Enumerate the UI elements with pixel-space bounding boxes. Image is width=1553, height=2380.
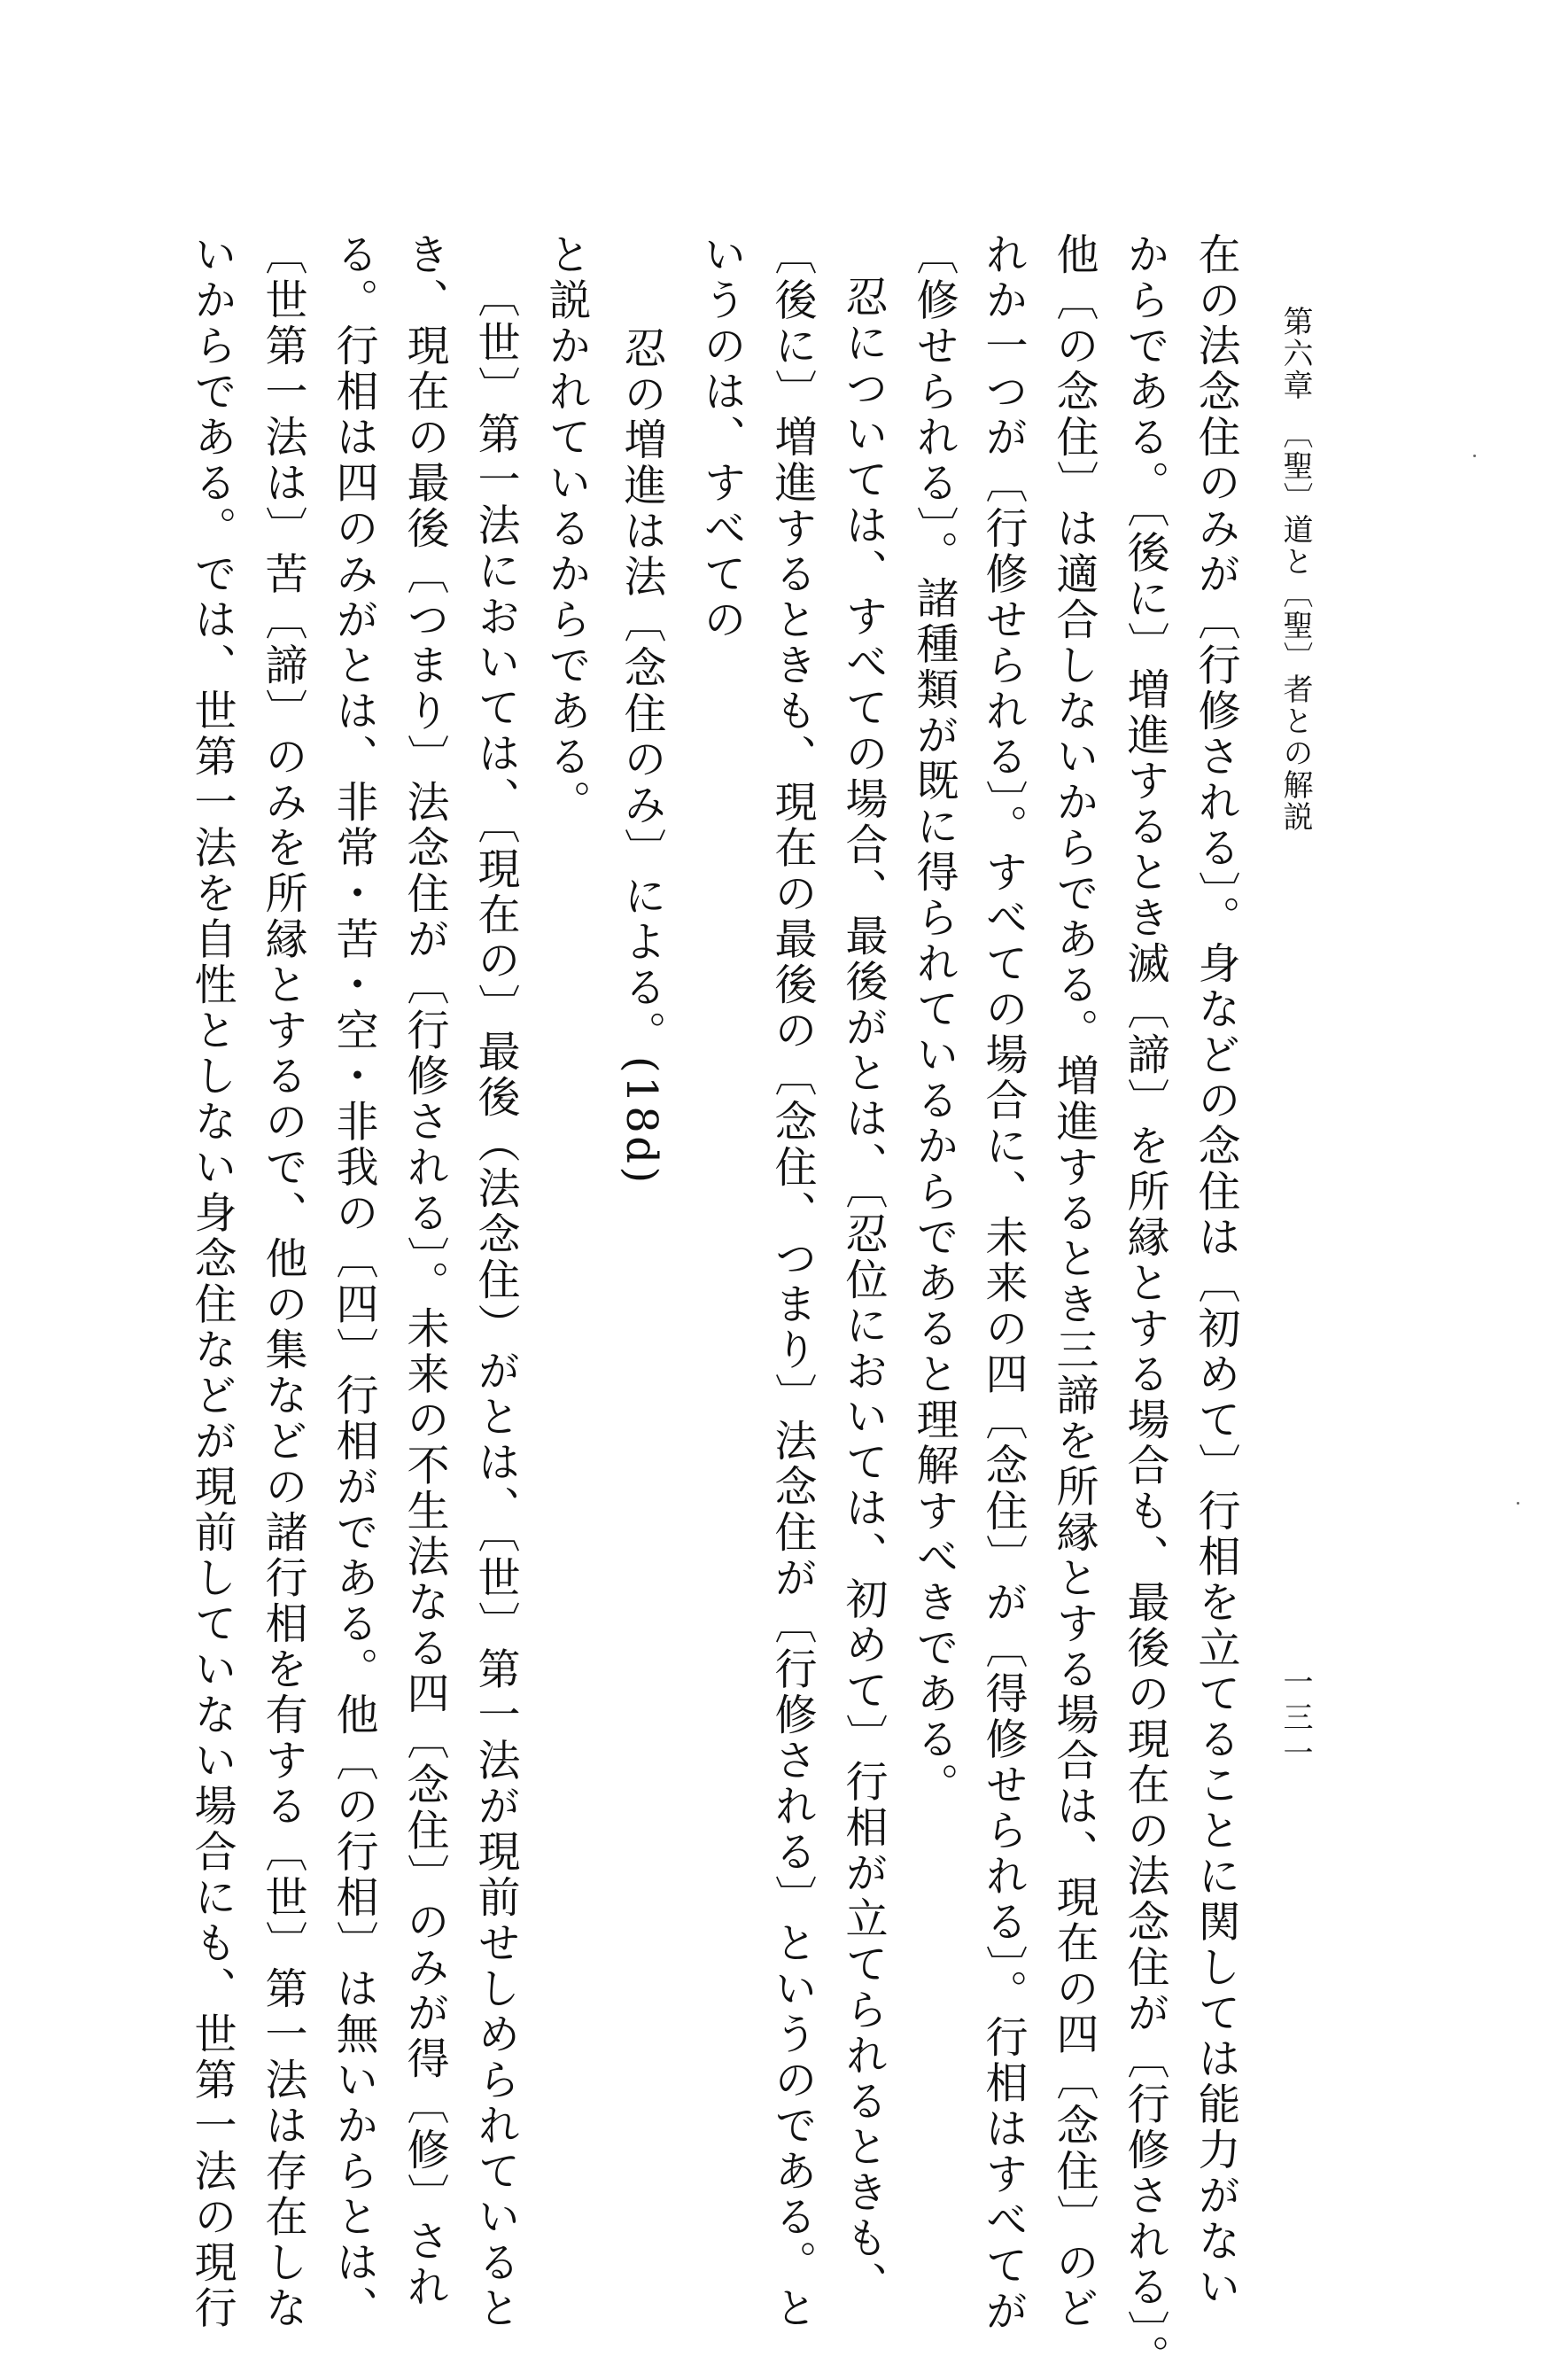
- text-line: き、現在の最後〔つまり〕法念住が〔行修される〕。未来の不生法なる四〔念住〕のみが得〔修〕され: [400, 232, 449, 2310]
- text-line: と説かれているからである。: [541, 232, 591, 826]
- text-line: 〔世第一法は〕苦〔諦〕のみを所縁とするので、他の集などの諸行相を有する〔世〕第一法は存在しな: [258, 232, 307, 2331]
- text-line: 〔修せられる〕。諸種類が既に得られているからであると理解すべきである。: [909, 232, 959, 1808]
- text-line: れか一つが〔行修せられる〕。すべての場合に、未来の四〔念住〕が〔得修せられる〕。行相はすべてが: [978, 232, 1028, 2335]
- running-head: 第六章 〔聖〕道と〔聖〕者との解説: [1277, 306, 1313, 833]
- text-line: 他〔の念住〕は適合しないからである。増進するとき三諦を所縁とする場合は、現在の四〔念住〕のど: [1049, 232, 1099, 2331]
- scan-speck: [1517, 1502, 1519, 1505]
- text-line: いからである。では、世第一法を自性としない身念住などが現前していない場合にも、世第一法の現行: [187, 232, 237, 2331]
- text-line: いうのは、すべての: [696, 232, 746, 643]
- text-line: 〔後に〕増進するときも、現在の最後の〔念住、つまり〕法念住が〔行修される〕というのである。と: [767, 232, 817, 2331]
- page-number: 一三一: [1277, 1666, 1313, 1772]
- text-line: 忍については、すべての場合、最後がとは、〔忍位においては、初めて〕行相が立てられるときも、: [838, 275, 888, 2307]
- text-line: 在の法念住のみが〔行修される〕。身などの念住は〔初めて〕行相を立てることに関しては能力がない: [1191, 232, 1240, 2310]
- text-line: 〔世〕第一法においては、〔現在の〕最後（法念住）がとは、〔世〕第一法が現前せしめられていると: [470, 275, 520, 2331]
- text-line: からである。〔後に〕増進するとき滅〔諦〕を所縁とする場合も、最後の現在の法念住が〔行修される〕。: [1120, 232, 1169, 2380]
- verse-line: 忍の増進は法〔念住のみ〕による。(18d): [617, 326, 666, 1186]
- text-line: る。行相は四のみがとは、非常・苦・空・非我の〔四〕行相がである。他〔の行相〕は無いからとは、: [329, 232, 378, 2331]
- scan-speck: [1473, 455, 1476, 457]
